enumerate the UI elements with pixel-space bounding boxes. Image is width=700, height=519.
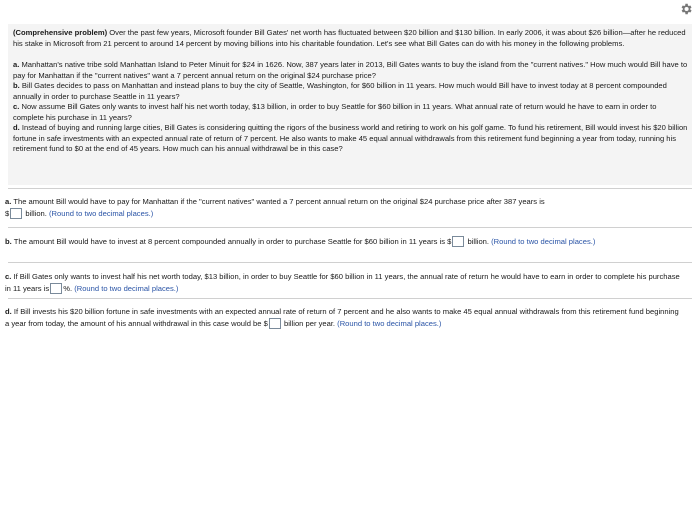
answer-letter: a. [5,197,12,206]
part-letter: c. [13,102,20,111]
rounding-hint: (Round to two decimal places.) [337,318,442,328]
answer-d [5,307,681,329]
part-text: Instead of buying and running large cities, Bill Gates is considering quitting the rigors of the business world and retiring to work on his golf game. To fund his retirement, Bill would invest his $20 billion fortune in safe investments with an expected annual rate of return of 7 percent. He also wants to make 45 equal annual withdrawals from this retirement fund beginning a year from today, running his retirement fund to $0 at the end of 45 years. How much can his annual withdrawal be in this case? [13,123,688,153]
part-letter: b. [13,81,20,90]
divider [8,188,692,189]
answer-text: If Bill invests his $20 billion fortune in safe investments with an expected annual rate of return of 7 percent and he also wants to make 45 equal annual withdrawals from this retirement fund beginning a year from today, the amount of his annual withdrawal in this case would be $ [5,307,679,328]
answer-b [5,236,681,248]
divider [8,227,692,228]
answer-letter: d. [5,307,12,316]
divider [8,262,692,263]
answer-text: The amount Bill would have to invest at 8 percent compounded annually in order to purchase Seattle for $60 billion in 11 years is $ [13,237,452,246]
problem-part-b [13,81,688,102]
problem-intro [13,28,688,49]
answer-letter: b. [5,237,12,246]
rounding-hint: (Round to two decimal places.) [49,208,154,218]
part-letter: d. [13,123,20,132]
problem-statement [8,24,692,185]
part-letter: a. [13,60,20,69]
divider [8,298,692,299]
answer-letter: c. [5,272,12,281]
answer-text: If Bill Gates only wants to invest half his net worth today, $13 billion, in order to buy Seattle for $60 billion in 11 years, the annual rate of return he would have to earn in order to complete his purchase in 11 years is [5,272,680,293]
answer-c [5,272,681,294]
answer-a-input[interactable] [10,208,22,219]
dollar-sign: $ [5,208,10,218]
unit-label: %. [63,283,73,293]
rounding-hint: (Round to two decimal places.) [491,237,596,246]
unit-label: billion per year. [283,318,336,328]
part-text: Now assume Bill Gates only wants to invest half his net worth today, $13 billion, in order to buy Seattle for $60 billion in 11 years. What annual rate of return would he have to earn in order to complete his purchase in 11 years? [13,102,657,122]
part-text: Bill Gates decides to pass on Manhattan and instead plans to buy the city of Seattle, Washington, for $60 billion in 11 years. How much would Bill have to invest today at 8 percent compounded annually in order to purchase Seattle in 11 years? [13,81,667,101]
problem-title: (Comprehensive problem) [13,28,108,37]
problem-intro-text: Over the past few years, Microsoft founder Bill Gates' net worth has fluctuated between $20 billion and $130 billion. In early 2006, it was about $26 billion—after he reduced his stake in Microsoft from 21 percent to around 14 percent by moving billions into his charitable foundation. Let's see what Bill Gates can do with his money in the following problems. [13,28,686,48]
answer-a [5,197,681,219]
part-text: Manhattan's native tribe sold Manhattan Island to Peter Minuit for $24 in 1626. Now, 387 years later in 2013, Bill Gates wants to buy the island from the "current natives." How much would Bill have to pay for Manhattan if the "current natives" want a 7 percent annual return on the original $24 purchase price? [13,60,688,80]
unit-label: billion. [25,208,47,218]
problem-part-a [13,60,688,81]
unit-label: billion. [467,237,489,246]
answer-c-input[interactable] [50,283,62,294]
answer-text: The amount Bill would have to pay for Manhattan if the "current natives" wanted a 7 percent annual return on the original $24 purchase price after 387 years is [13,197,545,206]
answer-d-input[interactable] [269,318,281,329]
rounding-hint: (Round to two decimal places.) [74,283,179,293]
problem-part-c [13,102,688,123]
gear-icon[interactable] [679,2,693,16]
problem-part-d [13,123,688,155]
answer-b-input[interactable] [452,236,464,247]
